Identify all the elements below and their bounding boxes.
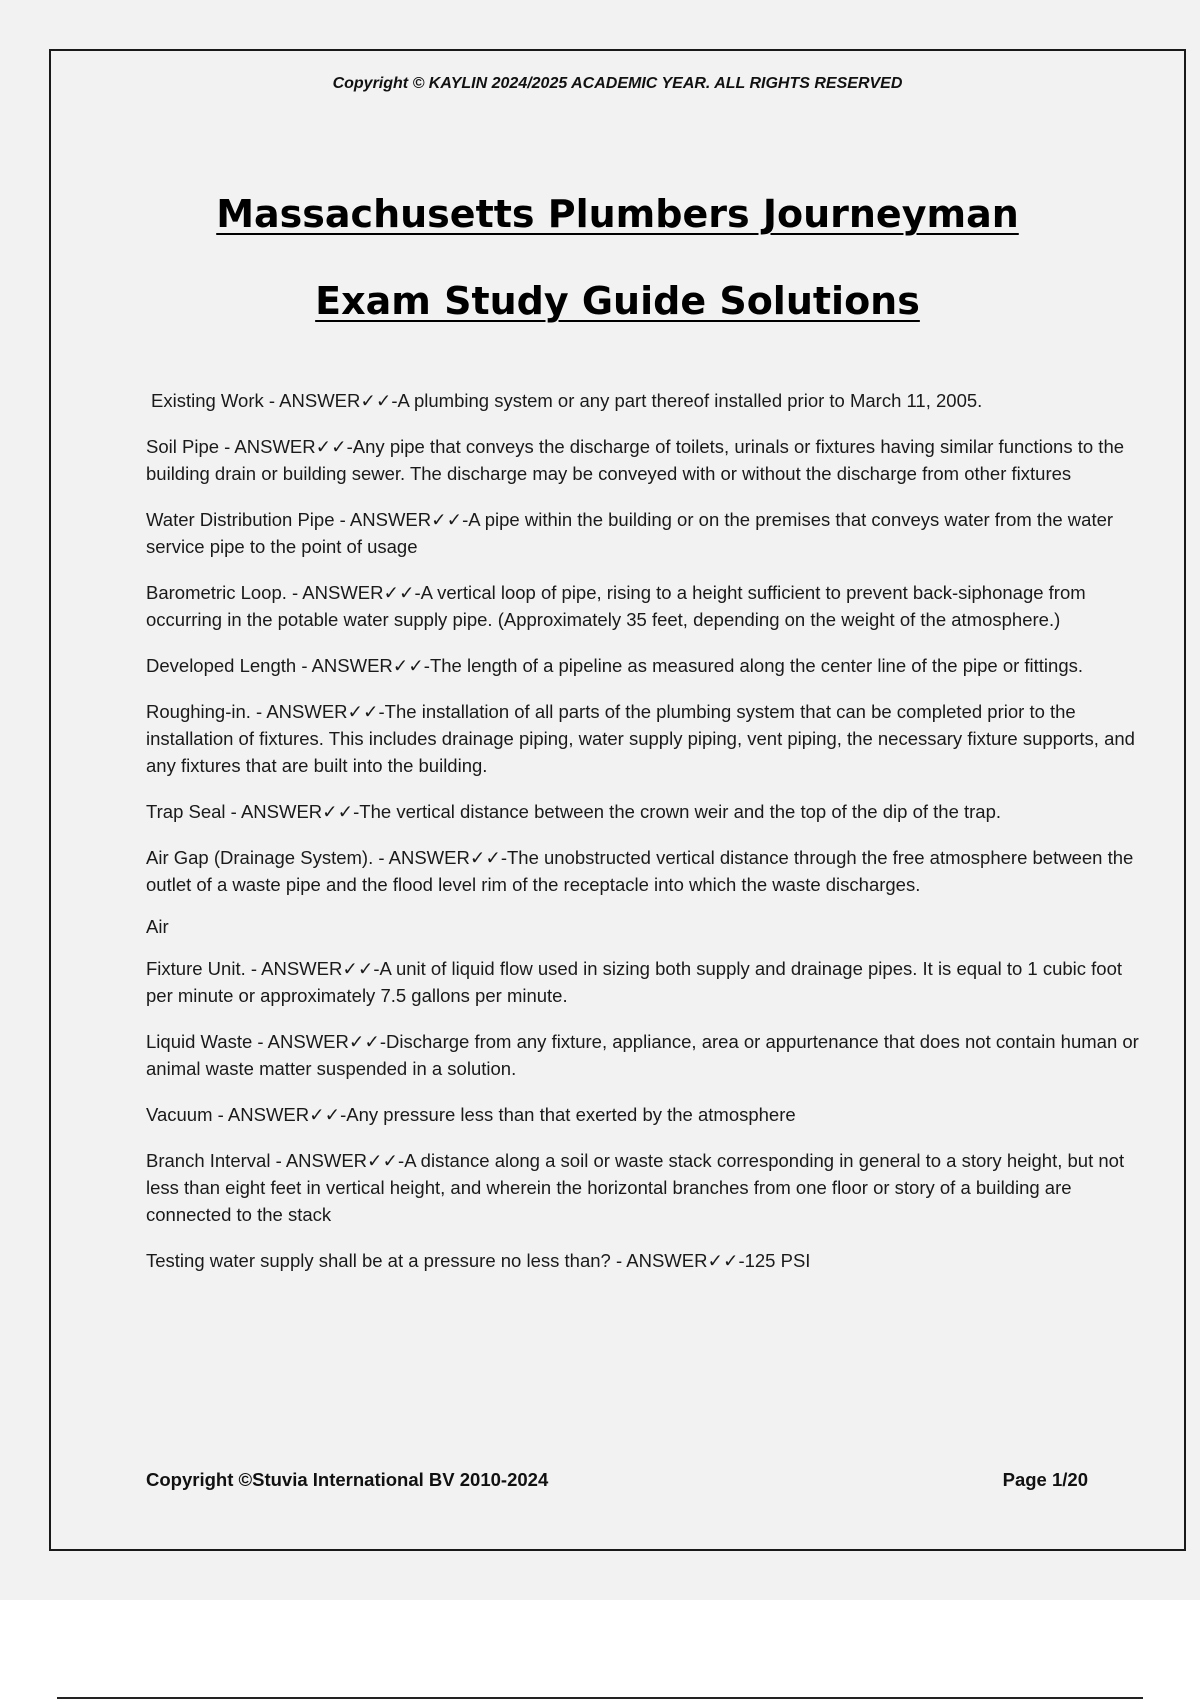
entry-liquid-waste: Liquid Waste - ANSWER✓✓-Discharge from any fixture, appliance, area or appurtenance that does not contain human or animal waste matter suspended in a solution. [146, 1031, 1139, 1079]
study-guide-entries [146, 387, 1141, 1293]
entry-developed-length: Developed Length - ANSWER✓✓-The length of a pipeline as measured along the center line of the pipe or fittings. [146, 655, 1084, 676]
page-number: Page 1/20 [1002, 1469, 1088, 1490]
header-copyright: Copyright © KAYLIN 2024/2025 ACADEMIC YEAR. ALL RIGHTS RESERVED [332, 75, 903, 92]
entry-barometric-loop: Barometric Loop. - ANSWER✓✓-A vertical loop of pipe, rising to a height sufficient to prevent back-siphonage from occurring in the potable water supply pipe. (Approximately 35 feet, depending on the weight of the atmosphere.) [146, 582, 1086, 630]
page-border [49, 49, 1186, 1551]
entry-water-distribution-pipe: Water Distribution Pipe - ANSWER✓✓-A pipe within the building or on the premises that conveys water from the water service pipe to the point of usage [146, 509, 1114, 557]
entry-existing-work: Existing Work - ANSWER✓✓-A plumbing system or any part thereof installed prior to March 11, 2005. [151, 390, 983, 411]
title-line-2: Exam Study Guide Solutions [315, 279, 920, 323]
entry-soil-pipe: Soil Pipe - ANSWER✓✓-Any pipe that conveys the discharge of toilets, urinals or fixtures having similar functions to the building drain or building sewer. The discharge may be conveyed with or without the discharge from other fixtures [146, 436, 1125, 484]
entry-air: Air [146, 916, 169, 937]
next-page-divider [57, 1697, 1143, 1699]
entry-roughing-in: Roughing-in. - ANSWER✓✓-The installation of all parts of the plumbing system that can be completed prior to the installation of fixtures. This includes drainage piping, water supply piping, vent piping, the necessary fixture supports, and any fixtures that are built into the building. [146, 701, 1135, 776]
page-footer [146, 1469, 1088, 1491]
document-title [51, 171, 1184, 345]
entry-trap-seal: Trap Seal - ANSWER✓✓-The vertical distance between the crown weir and the top of the dip of the trap. [146, 801, 1002, 822]
entry-testing-water-supply: Testing water supply shall be at a pressure no less than? - ANSWER✓✓-125 PSI [146, 1250, 811, 1271]
entry-branch-interval: Branch Interval - ANSWER✓✓-A distance along a soil or waste stack corresponding in general to a story height, but not less than eight feet in vertical height, and wherein the horizontal branches from one floor or story of a building are connected to the stack [146, 1150, 1125, 1225]
entry-vacuum: Vacuum - ANSWER✓✓-Any pressure less than that exerted by the atmosphere [146, 1104, 796, 1125]
footer-copyright: Copyright ©Stuvia International BV 2010-2024 [146, 1469, 549, 1490]
title-line-1: Massachusetts Plumbers Journeyman [216, 192, 1019, 236]
entry-fixture-unit: Fixture Unit. - ANSWER✓✓-A unit of liquid flow used in sizing both supply and drainage pipes. It is equal to 1 cubic foot per minute or approximately 7.5 gallons per minute. [146, 958, 1123, 1006]
entry-air-gap: Air Gap (Drainage System). - ANSWER✓✓-The unobstructed vertical distance through the free atmosphere between the outlet of a waste pipe and the flood level rim of the receptacle into which the waste discharges. [146, 847, 1134, 895]
